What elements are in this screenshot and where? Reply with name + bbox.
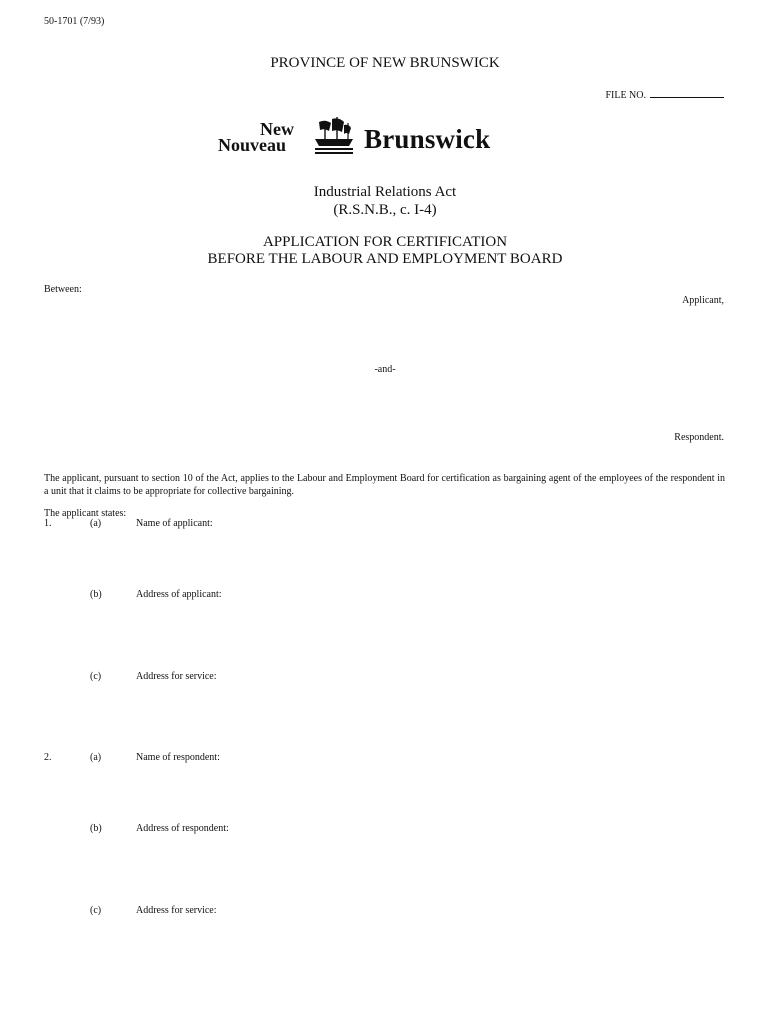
field-label-respondent-name: Name of respondent: — [136, 752, 220, 763]
respondent-label: Respondent. — [674, 432, 724, 443]
application-statement: The applicant, pursuant to section 10 of the Act, applies to the Labour and Employment Board for certification as bargaining agent of the employees of the respondent in a unit that it claims to be appropriate for collective bargaining. — [44, 473, 725, 497]
logo-text-nouveau: Nouveau — [218, 135, 287, 155]
form-code: 50-1701 (7/93) — [44, 16, 105, 27]
field-label-applicant-service-address: Address for service: — [136, 671, 217, 682]
item-number: 2. — [44, 752, 52, 763]
file-number — [605, 88, 724, 101]
item-letter: (b) — [90, 589, 102, 600]
new-brunswick-logo — [218, 115, 538, 157]
application-title-line1: APPLICATION FOR CERTIFICATION — [262, 234, 508, 250]
states-label: The applicant states: — [44, 508, 127, 519]
province-heading: PROVINCE OF NEW BRUNSWICK — [270, 55, 500, 71]
field-label-applicant-name: Name of applicant: — [136, 518, 213, 529]
ship-icon — [313, 117, 355, 155]
field-label-applicant-address: Address of applicant: — [136, 589, 222, 600]
file-number-label: FILE NO. — [605, 90, 646, 101]
item-number: 1. — [44, 518, 52, 529]
logo-text-new: New — [260, 119, 294, 139]
application-title-line2: BEFORE THE LABOUR AND EMPLOYMENT BOARD — [207, 251, 563, 267]
between-label: Between: — [44, 284, 82, 295]
field-label-respondent-address: Address of respondent: — [136, 823, 229, 834]
item-letter: (c) — [90, 905, 102, 916]
item-letter: (a) — [90, 518, 102, 529]
act-title: Industrial Relations Act — [313, 184, 457, 200]
item-letter: (c) — [90, 671, 102, 682]
applicant-label: Applicant, — [682, 295, 724, 306]
file-number-field[interactable] — [650, 88, 724, 98]
item-letter: (b) — [90, 823, 102, 834]
item-letter: (a) — [90, 752, 102, 763]
and-separator: -and- — [374, 364, 396, 375]
logo-text-brunswick: Brunswick — [364, 124, 491, 154]
act-reference: (R.S.N.B., c. I-4) — [333, 202, 437, 218]
field-label-respondent-service-address: Address for service: — [136, 905, 217, 916]
